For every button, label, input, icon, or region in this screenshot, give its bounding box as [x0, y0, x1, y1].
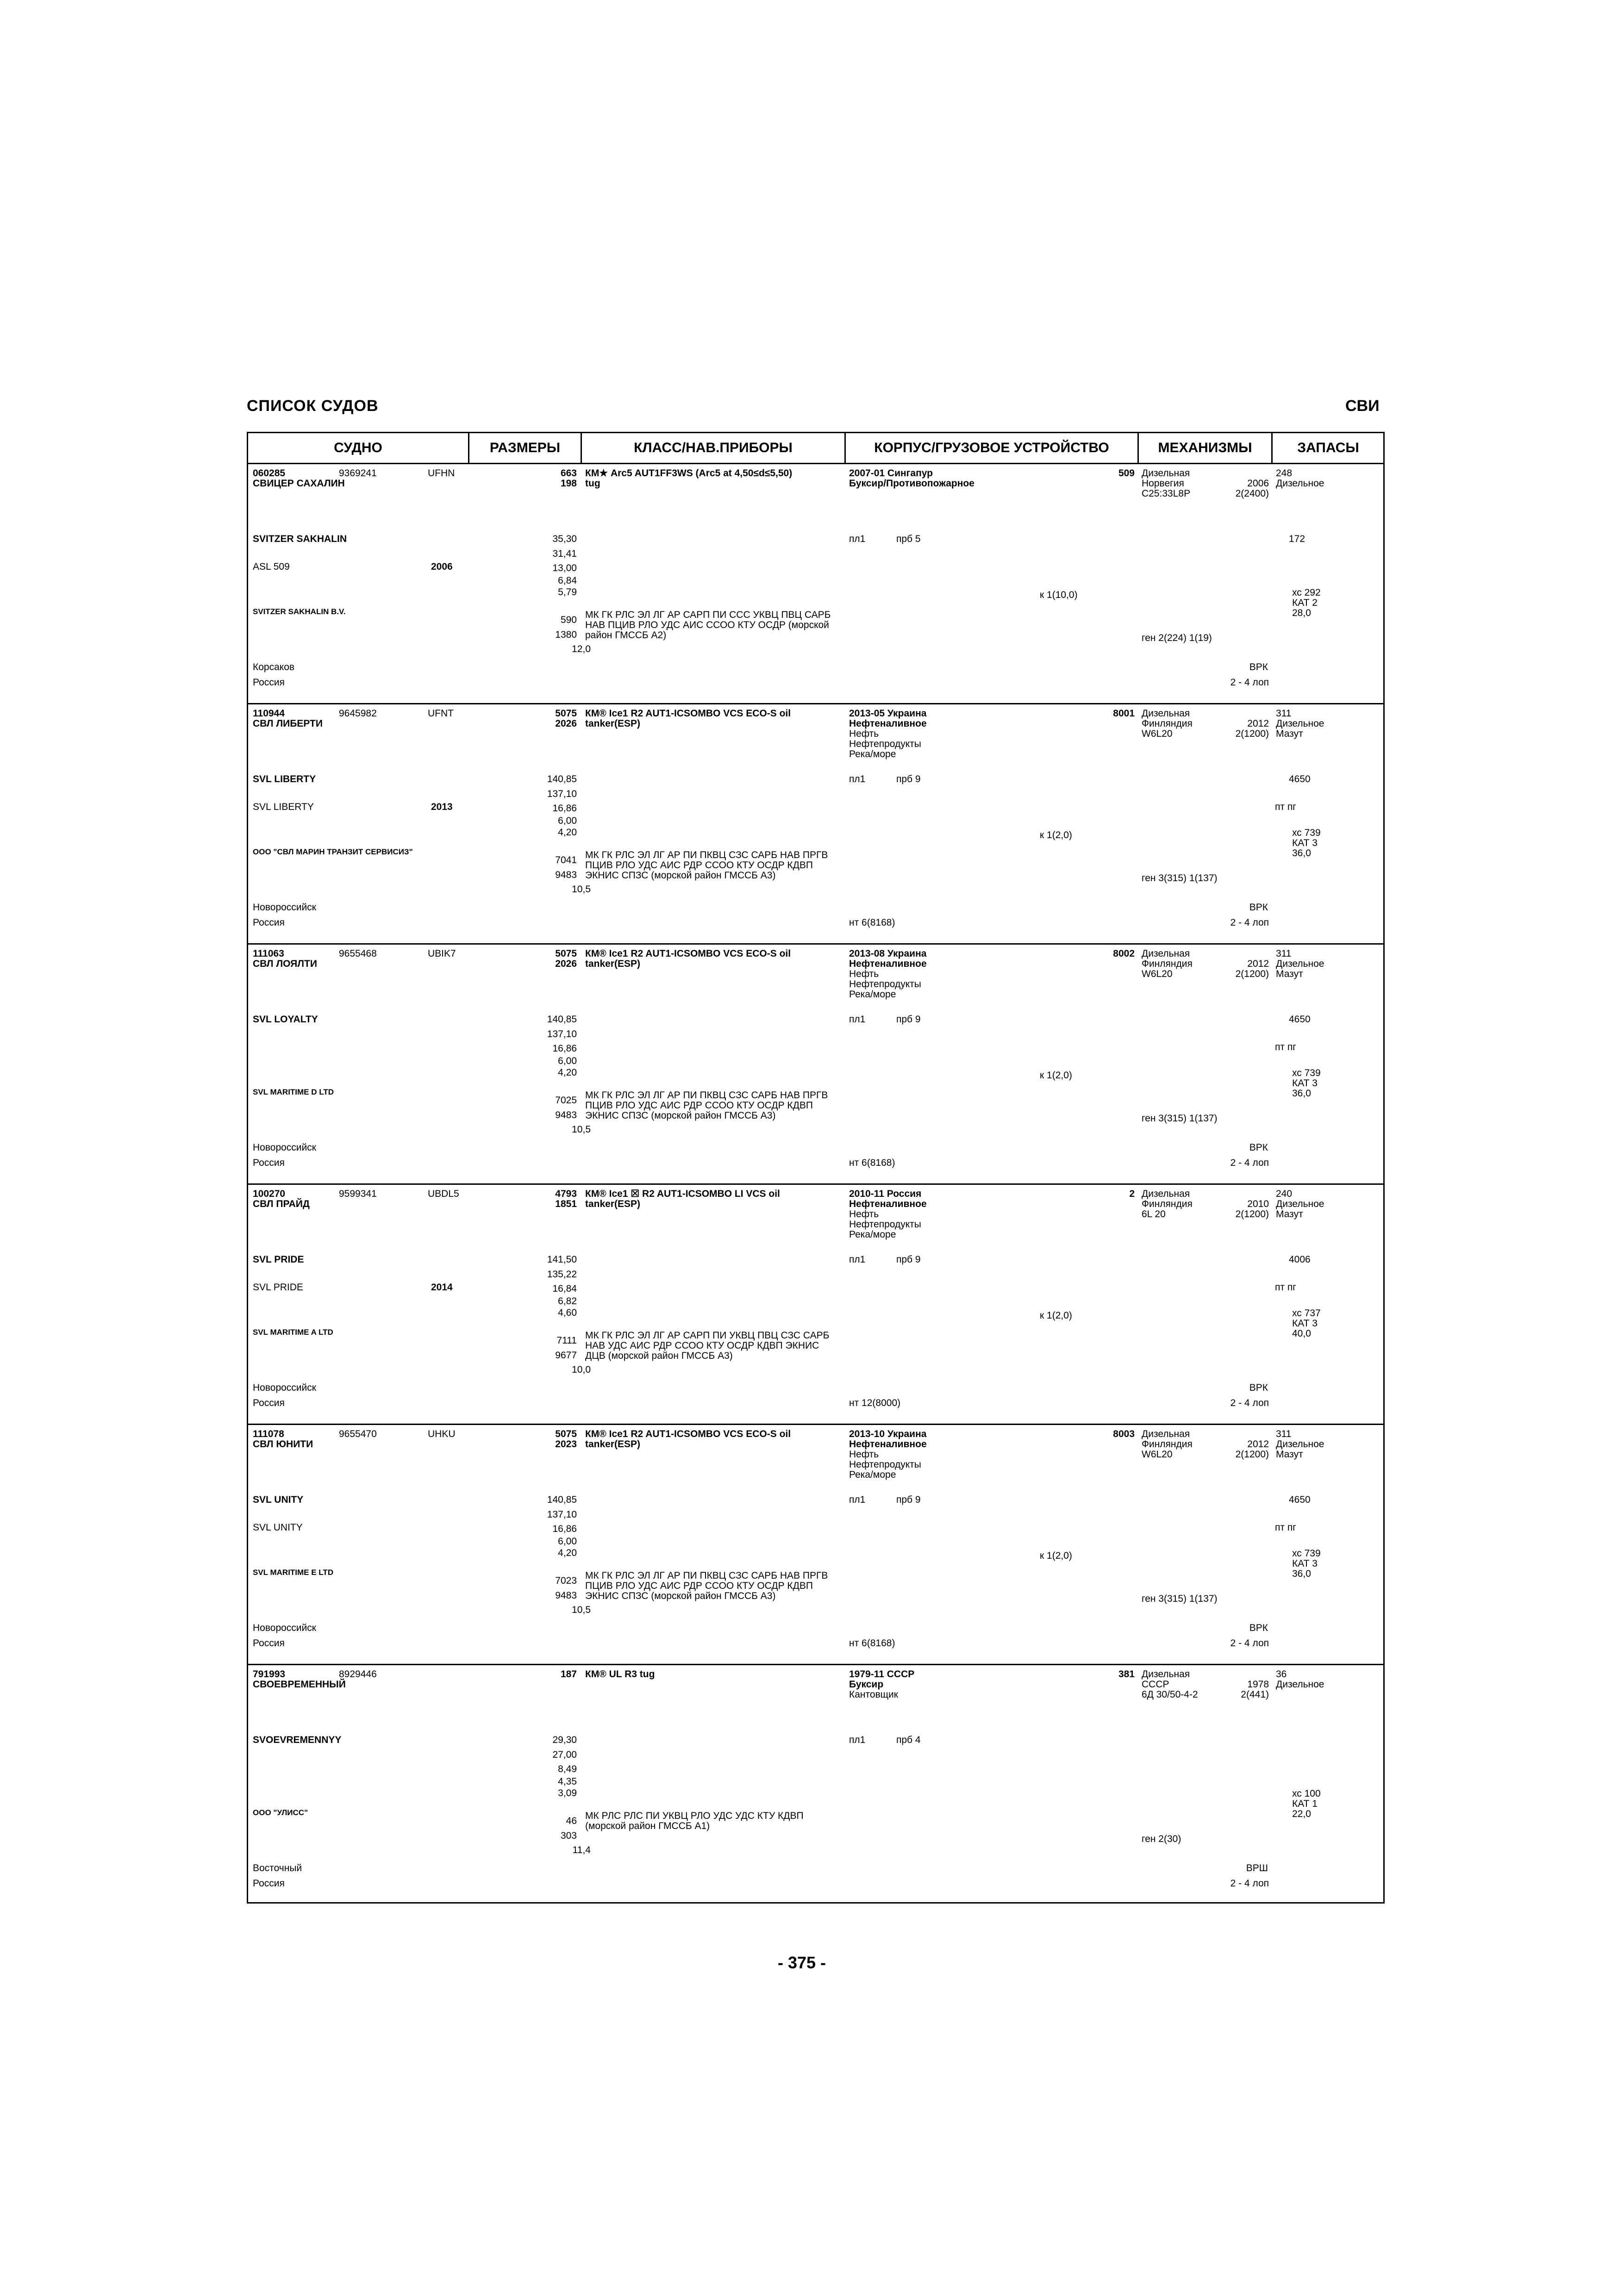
ship-port: Корсаков — [253, 662, 295, 672]
dim-depth: 6,84 — [558, 575, 577, 586]
ship-prev-name: SVL PRIDE — [253, 1282, 303, 1293]
ship-imo: 9655470 — [339, 1429, 377, 1439]
net-tonnage: 2026 — [555, 718, 577, 729]
dim-length-overall: 140,85 — [547, 1014, 577, 1025]
ship-type: Буксир — [849, 1679, 884, 1690]
column-header-machinery: МЕХАНИЗМЫ — [1158, 440, 1252, 455]
bulkheads: прб 5 — [896, 534, 921, 544]
ship-port: Новороссийск — [253, 1382, 316, 1393]
ship-type-3: Нефтепродукты — [849, 979, 921, 989]
yard-number: 8002 — [1113, 948, 1135, 959]
ship-reg-number: 791993 — [253, 1669, 286, 1680]
displacement: 303 — [560, 1830, 577, 1841]
ship-port: Новороссийск — [253, 902, 316, 913]
class-notation-2: tanker(ESP) — [585, 1439, 641, 1450]
net-tonnage: 198 — [560, 478, 577, 489]
ice-category: к 1(2,0) — [1040, 1550, 1072, 1561]
bulkheads: прб 9 — [896, 1254, 921, 1265]
ship-type-3: Нефтепродукты — [849, 1459, 921, 1470]
refrigeration: хс 739 — [1292, 1548, 1321, 1559]
ship-owner: ООО "СВЛ МАРИН ТРАНЗИТ СЕРВИСИЗ" — [253, 847, 413, 856]
refrigeration: хс 737 — [1292, 1308, 1321, 1319]
propeller-blades: 2 - 4 лоп — [1230, 1398, 1269, 1408]
dim-depth: 4,35 — [558, 1776, 577, 1787]
generators: ген 3(315) 1(137) — [1142, 1113, 1218, 1124]
cargo-tanks: нт 6(8168) — [849, 917, 895, 928]
ship-type: Нефтеналивное — [849, 718, 927, 729]
bulkheads: прб 9 — [896, 1494, 921, 1505]
generators: ген 3(315) 1(137) — [1142, 873, 1218, 884]
ship-record — [248, 1667, 1383, 1907]
gross-tonnage: 663 — [560, 468, 577, 479]
tank-flags: пт пг — [1275, 1282, 1296, 1293]
nav-equipment: МК ГК РЛС ЭЛ ЛГ АР ПИ ПКВЦ СЗС САРБ НАВ ПРГВ ПЦИВ РЛО УДС АИС РДР ССОО КТУ ОСДР КДВП ЭКНИС СПЗС (морской район ГМССБ А3) — [585, 850, 828, 881]
fuel-qty: 311 — [1276, 708, 1292, 719]
engine-country: Финляндия — [1142, 1439, 1193, 1450]
engine-year: 2006 — [1247, 478, 1269, 489]
ship-flag: Россия — [253, 1398, 285, 1408]
ship-type-4: Река/море — [849, 749, 896, 759]
net-tonnage: 2026 — [555, 958, 577, 969]
column-header-dimensions: РАЗМЕРЫ — [489, 440, 561, 455]
tank-flags: пт пг — [1275, 802, 1296, 812]
ship-prev-name: ASL 509 — [253, 561, 290, 572]
speed: 10,0 — [572, 1364, 591, 1375]
ship-prev-year: 2014 — [431, 1282, 453, 1293]
nav-equipment: МК ГК РЛС ЭЛ ЛГ АР САРП ПИ УКВЦ ПВЦ СЗС САРБ НАВ УДС АИС РДР ССОО КТУ ОСДР КДВП ЭКНИС ДЦВ (морской район ГМССБ А3) — [585, 1330, 830, 1361]
ship-owner: ООО "УЛИСС" — [253, 1808, 308, 1817]
column-header-class: КЛАСС/НАВ.ПРИБОРЫ — [634, 440, 793, 455]
ship-type-2: Нефть — [849, 1209, 879, 1220]
engine-power: 2(1200) — [1235, 969, 1269, 979]
engine-model: W6L20 — [1142, 969, 1173, 979]
net-tonnage: 2023 — [555, 1439, 577, 1450]
ship-type-3: Нефтепродукты — [849, 739, 921, 749]
ship-flag: Россия — [253, 1878, 285, 1889]
propeller: ВРК — [1249, 1623, 1268, 1633]
ship-port: Новороссийск — [253, 1142, 316, 1153]
ship-reg-number: 111063 — [253, 948, 284, 959]
crew-capacity: 36,0 — [1292, 848, 1311, 859]
dim-length-pp: 137,10 — [547, 1509, 577, 1520]
engine-country: Норвегия — [1142, 478, 1184, 489]
ship-type-2: Кантовщик — [849, 1689, 898, 1700]
engine-year: 2012 — [1247, 958, 1269, 969]
ship-prev-year: 2013 — [431, 802, 453, 812]
propeller-blades: 2 - 4 лоп — [1230, 1638, 1269, 1649]
ship-imo: 9655468 — [339, 948, 377, 959]
engine-model: C25:33L8P — [1142, 488, 1191, 499]
fuel-qty: 311 — [1276, 1429, 1292, 1439]
gross-tonnage: 5075 — [555, 948, 577, 959]
yard-number: 8001 — [1113, 708, 1135, 719]
net-tonnage: 1851 — [555, 1199, 577, 1209]
ship-latin-name: SVL LIBERTY — [253, 774, 316, 784]
fuel-qty: 248 — [1276, 468, 1293, 479]
propeller-blades: 2 - 4 лоп — [1230, 1878, 1269, 1889]
dim-breadth: 16,84 — [552, 1283, 577, 1294]
ship-owner: SVL MARITIME A LTD — [253, 1328, 333, 1337]
page-number: - 375 - — [778, 1953, 826, 1972]
dim-length-pp: 137,10 — [547, 1029, 577, 1039]
dim-breadth: 16,86 — [552, 1524, 577, 1534]
displacement: 1380 — [555, 629, 577, 640]
dim-draught: 4,20 — [558, 1548, 577, 1558]
crew-capacity: 40,0 — [1292, 1328, 1311, 1339]
decks: пл1 — [849, 1735, 866, 1745]
propeller-blades: 2 - 4 лоп — [1230, 677, 1269, 688]
ship-imo: 8929446 — [339, 1669, 377, 1680]
bulkheads: прб 4 — [896, 1735, 921, 1745]
engine-type: Дизельная — [1142, 708, 1190, 719]
yard-number: 509 — [1118, 468, 1135, 479]
ship-name: СВЛ ЮНИТИ — [253, 1439, 313, 1450]
deadweight: 7023 — [555, 1575, 577, 1586]
engine-model: 6Д 30/50-4-2 — [1142, 1689, 1198, 1700]
cargo-tanks: нт 12(8000) — [849, 1398, 901, 1408]
deadweight: 7025 — [555, 1095, 577, 1106]
ship-latin-name: SVL UNITY — [253, 1494, 304, 1505]
ship-prev-year: 2006 — [431, 561, 453, 572]
engine-type: Дизельная — [1142, 1669, 1190, 1680]
ship-type-3: Нефтепродукты — [849, 1219, 921, 1230]
engine-type: Дизельная — [1142, 468, 1190, 479]
crew-capacity: 28,0 — [1292, 608, 1311, 618]
ship-flag: Россия — [253, 1638, 285, 1649]
yard-number: 381 — [1118, 1669, 1135, 1680]
gross-tonnage: 5075 — [555, 1429, 577, 1439]
generators: ген 2(224) 1(19) — [1142, 633, 1212, 643]
yard-number: 8003 — [1113, 1429, 1135, 1439]
fuel-type-2: Мазут — [1276, 1449, 1303, 1460]
propeller: ВРШ — [1246, 1863, 1268, 1873]
engine-model: 6L 20 — [1142, 1209, 1166, 1220]
dim-depth: 6,00 — [558, 1536, 577, 1547]
gross-tonnage: 5075 — [555, 708, 577, 719]
ship-record — [248, 706, 1383, 946]
fuel-reserve: 4650 — [1289, 774, 1311, 784]
dim-draught: 3,09 — [558, 1788, 577, 1798]
nav-equipment: МК ГК РЛС ЭЛ ЛГ АР ПИ ПКВЦ СЗС САРБ НАВ ПРГВ ПЦИВ РЛО УДС АИС РДР ССОО КТУ ОСДР КДВП ЭКНИС СПЗС (морской район ГМССБ А3) — [585, 1090, 828, 1121]
build-date-country: 2013-08 Украина — [849, 948, 927, 959]
gross-tonnage: 187 — [560, 1669, 577, 1680]
class-notation-2: tug — [585, 478, 600, 489]
fuel-reserve: 4650 — [1289, 1014, 1311, 1025]
dim-length-overall: 141,50 — [547, 1254, 577, 1265]
dim-breadth: 8,49 — [558, 1764, 577, 1774]
engine-year: 1978 — [1247, 1679, 1269, 1690]
decks: пл1 — [849, 1494, 866, 1505]
engine-model: W6L20 — [1142, 728, 1173, 739]
ship-owner: SVL MARITIME D LTD — [253, 1088, 334, 1096]
bulkheads: прб 9 — [896, 774, 921, 784]
ship-flag: Россия — [253, 1157, 285, 1168]
deadweight: 590 — [560, 615, 577, 625]
yard-number: 2 — [1129, 1188, 1135, 1199]
cargo-tanks: нт 6(8168) — [849, 1157, 895, 1168]
deadweight: 46 — [566, 1816, 577, 1826]
fuel-type: Дизельное — [1276, 718, 1324, 729]
dim-length-overall: 140,85 — [547, 1494, 577, 1505]
deadweight: 7111 — [556, 1335, 577, 1346]
fuel-type: Дизельное — [1276, 1199, 1324, 1209]
crew-capacity: 36,0 — [1292, 1568, 1311, 1579]
refrigeration: хс 100 — [1292, 1788, 1321, 1799]
displacement: 9677 — [555, 1350, 577, 1361]
ship-latin-name: SVITZER SAKHALIN — [253, 534, 347, 544]
engine-country: Финляндия — [1142, 958, 1193, 969]
fuel-type-2: Мазут — [1276, 969, 1303, 979]
dim-breadth: 16,86 — [552, 1043, 577, 1054]
engine-type: Дизельная — [1142, 1188, 1190, 1199]
ship-callsign: UFNT — [428, 708, 454, 719]
fuel-type-2: Мазут — [1276, 1209, 1303, 1220]
engine-power: 2(1200) — [1235, 1449, 1269, 1460]
ship-table — [247, 432, 1385, 1904]
ship-callsign: UFHN — [428, 468, 455, 479]
ship-type-2: Нефть — [849, 728, 879, 739]
ship-record — [248, 466, 1383, 706]
category: КАТ 3 — [1292, 1078, 1318, 1089]
ship-port: Восточный — [253, 1863, 302, 1873]
generators: ген 2(30) — [1142, 1834, 1181, 1844]
decks: пл1 — [849, 534, 866, 544]
dim-length-pp: 137,10 — [547, 789, 577, 799]
nav-equipment: МК ГК РЛС ЭЛ ЛГ АР САРП ПИ ССС УКВЦ ПВЦ САРБ НАВ ПЦИВ РЛО УДС АИС ССОО КТУ ОСДР (морской район ГМССБ А2) — [585, 610, 831, 641]
ship-flag: Россия — [253, 917, 285, 928]
dim-length-pp: 135,22 — [547, 1269, 577, 1280]
speed: 10,5 — [572, 1124, 591, 1135]
engine-power: 2(441) — [1241, 1689, 1269, 1700]
speed: 11,4 — [572, 1845, 591, 1855]
dim-draught: 4,60 — [558, 1307, 577, 1318]
engine-model: W6L20 — [1142, 1449, 1173, 1460]
dim-depth: 6,00 — [558, 815, 577, 826]
ship-type: Буксир/Противопожарное — [849, 478, 974, 489]
class-notation: КМ® UL R3 tug — [585, 1669, 655, 1680]
column-header-supplies: ЗАПАСЫ — [1297, 440, 1359, 455]
ship-type-4: Река/море — [849, 1469, 896, 1480]
column-header-ship: СУДНО — [334, 440, 382, 455]
ship-reg-number: 060285 — [253, 468, 286, 479]
propeller: ВРК — [1249, 902, 1268, 913]
column-header-hull: КОРПУС/ГРУЗОВОЕ УСТРОЙСТВО — [874, 440, 1109, 455]
ice-category: к 1(10,0) — [1040, 590, 1078, 600]
engine-year: 2012 — [1247, 718, 1269, 729]
page-header-section: СВИ — [1345, 397, 1380, 415]
fuel-type: Дизельное — [1276, 1439, 1324, 1450]
fuel-type: Дизельное — [1276, 958, 1324, 969]
class-notation: КМ® Ice1 ☒ R2 AUT1-ICSOMBO LI VCS oil — [585, 1188, 780, 1199]
ship-type: Нефтеналивное — [849, 1439, 927, 1450]
refrigeration: хс 739 — [1292, 1068, 1321, 1078]
fuel-type: Дизельное — [1276, 1679, 1324, 1690]
propeller: ВРК — [1249, 662, 1268, 672]
ship-record — [248, 946, 1383, 1186]
engine-type: Дизельная — [1142, 1429, 1190, 1439]
displacement: 9483 — [555, 1110, 577, 1120]
engine-country: Финляндия — [1142, 1199, 1193, 1209]
fuel-type: Дизельное — [1276, 478, 1324, 489]
engine-power: 2(2400) — [1235, 488, 1269, 499]
ship-imo: 9645982 — [339, 708, 377, 719]
engine-year: 2010 — [1247, 1199, 1269, 1209]
propeller: ВРК — [1249, 1142, 1268, 1153]
dim-length-overall: 140,85 — [547, 774, 577, 784]
dim-length-overall: 29,30 — [552, 1735, 577, 1745]
category: КАТ 3 — [1292, 1558, 1318, 1569]
decks: пл1 — [849, 774, 866, 784]
generators: ген 3(315) 1(137) — [1142, 1593, 1218, 1604]
displacement: 9483 — [555, 1590, 577, 1601]
speed: 10,5 — [572, 1605, 591, 1615]
ship-record — [248, 1426, 1383, 1667]
class-notation-2: tanker(ESP) — [585, 958, 641, 969]
fuel-reserve: 4006 — [1289, 1254, 1311, 1265]
crew-capacity: 36,0 — [1292, 1088, 1311, 1099]
dim-length-pp: 27,00 — [552, 1749, 577, 1760]
dim-breadth: 13,00 — [552, 563, 577, 573]
build-date-country: 2007-01 Сингапур — [849, 468, 933, 479]
ship-imo: 9369241 — [339, 468, 377, 479]
crew-capacity: 22,0 — [1292, 1809, 1311, 1819]
ship-callsign: UBDL5 — [428, 1188, 459, 1199]
ship-callsign: UBIK7 — [428, 948, 456, 959]
category: КАТ 3 — [1292, 1318, 1318, 1329]
fuel-qty: 240 — [1276, 1188, 1293, 1199]
category: КАТ 1 — [1292, 1798, 1318, 1809]
displacement: 9483 — [555, 870, 577, 880]
engine-year: 2012 — [1247, 1439, 1269, 1450]
ship-name: СВОЕВРЕМЕННЫЙ — [253, 1679, 346, 1690]
ship-reg-number: 100270 — [253, 1188, 286, 1199]
dim-length-pp: 31,41 — [552, 548, 577, 559]
engine-power: 2(1200) — [1235, 1209, 1269, 1220]
ship-flag: Россия — [253, 677, 285, 688]
fuel-type-2: Мазут — [1276, 728, 1303, 739]
category: КАТ 3 — [1292, 838, 1318, 848]
class-notation: КМ★ Arc5 AUT1FF3WS (Arc5 at 4,50≤d≤5,50) — [585, 468, 793, 479]
deadweight: 7041 — [555, 855, 577, 865]
engine-power: 2(1200) — [1235, 728, 1269, 739]
dim-depth: 6,00 — [558, 1056, 577, 1066]
ship-type: Нефтеналивное — [849, 958, 927, 969]
refrigeration: хс 292 — [1292, 587, 1321, 598]
ship-port: Новороссийск — [253, 1623, 316, 1633]
fuel-reserve: 4650 — [1289, 1494, 1311, 1505]
propeller: ВРК — [1249, 1382, 1268, 1393]
build-date-country: 2013-10 Украина — [849, 1429, 927, 1439]
ship-reg-number: 111078 — [253, 1429, 284, 1439]
engine-country: СССР — [1142, 1679, 1169, 1690]
build-date-country: 2013-05 Украина — [849, 708, 927, 719]
fuel-reserve: 172 — [1289, 534, 1305, 544]
page-header-title: СПИСОК СУДОВ — [247, 397, 379, 415]
dim-depth: 6,82 — [558, 1296, 577, 1307]
ship-type-4: Река/море — [849, 1229, 896, 1240]
engine-type: Дизельная — [1142, 948, 1190, 959]
gross-tonnage: 4793 — [555, 1188, 577, 1199]
class-notation-2: tanker(ESP) — [585, 1199, 641, 1209]
propeller-blades: 2 - 4 лоп — [1230, 917, 1269, 928]
dim-draught: 5,79 — [558, 587, 577, 597]
class-notation: КМ® Ice1 R2 AUT1-ICSOMBO VCS ECO-S oil — [585, 708, 791, 719]
engine-country: Финляндия — [1142, 718, 1193, 729]
cargo-tanks: нт 6(8168) — [849, 1638, 895, 1649]
dim-draught: 4,20 — [558, 827, 577, 838]
ship-type: Нефтеналивное — [849, 1199, 927, 1209]
category: КАТ 2 — [1292, 597, 1318, 608]
class-notation: КМ® Ice1 R2 AUT1-ICSOMBO VCS ECO-S oil — [585, 1429, 791, 1439]
ship-callsign: UHKU — [428, 1429, 456, 1439]
class-notation: КМ® Ice1 R2 AUT1-ICSOMBO VCS ECO-S oil — [585, 948, 791, 959]
ship-name: СВЛ ЛОЯЛТИ — [253, 958, 317, 969]
ship-latin-name: SVL LOYALTY — [253, 1014, 318, 1025]
tank-flags: пт пг — [1275, 1522, 1296, 1533]
ship-owner: SVITZER SAKHALIN B.V. — [253, 607, 346, 616]
ship-record — [248, 1186, 1383, 1426]
ship-prev-name: SVL UNITY — [253, 1522, 303, 1533]
ship-latin-name: SVL PRIDE — [253, 1254, 304, 1265]
ship-imo: 9599341 — [339, 1188, 377, 1199]
ship-type-2: Нефть — [849, 1449, 879, 1460]
ship-name: СВЛ ПРАЙД — [253, 1199, 310, 1209]
build-date-country: 2010-11 Россия — [849, 1188, 922, 1199]
decks: пл1 — [849, 1014, 866, 1025]
nav-equipment: МК РЛС РЛС ПИ УКВЦ РЛО УДС УДС КТУ КДВП (морской район ГМССБ А1) — [585, 1811, 804, 1831]
ship-type-4: Река/море — [849, 989, 896, 1000]
dim-breadth: 16,86 — [552, 803, 577, 814]
ship-owner: SVL MARITIME E LTD — [253, 1568, 334, 1577]
nav-equipment: МК ГК РЛС ЭЛ ЛГ АР ПИ ПКВЦ СЗС САРБ НАВ ПРГВ ПЦИВ РЛО УДС АИС РДР ССОО КТУ ОСДР КДВП ЭКНИС СПЗС (морской район ГМССБ А3) — [585, 1570, 828, 1601]
ship-name: СВИЦЕР САХАЛИН — [253, 478, 345, 489]
ship-reg-number: 110944 — [253, 708, 285, 719]
ice-category: к 1(2,0) — [1040, 830, 1072, 840]
fuel-qty: 36 — [1276, 1669, 1287, 1680]
ship-latin-name: SVOEVREMENNYY — [253, 1735, 342, 1745]
ice-category: к 1(2,0) — [1040, 1070, 1072, 1081]
propeller-blades: 2 - 4 лоп — [1230, 1157, 1269, 1168]
refrigeration: хс 739 — [1292, 828, 1321, 838]
ship-prev-name: SVL LIBERTY — [253, 802, 314, 812]
speed: 12,0 — [572, 644, 591, 654]
ship-name: СВЛ ЛИБЕРТИ — [253, 718, 323, 729]
speed: 10,5 — [572, 884, 591, 895]
tank-flags: пт пг — [1275, 1042, 1296, 1052]
decks: пл1 — [849, 1254, 866, 1265]
fuel-qty: 311 — [1276, 948, 1292, 959]
class-notation-2: tanker(ESP) — [585, 718, 641, 729]
dim-length-overall: 35,30 — [552, 534, 577, 544]
ice-category: к 1(2,0) — [1040, 1310, 1072, 1321]
dim-draught: 4,20 — [558, 1067, 577, 1078]
bulkheads: прб 9 — [896, 1014, 921, 1025]
ship-type-2: Нефть — [849, 969, 879, 979]
build-date-country: 1979-11 СССР — [849, 1669, 915, 1680]
